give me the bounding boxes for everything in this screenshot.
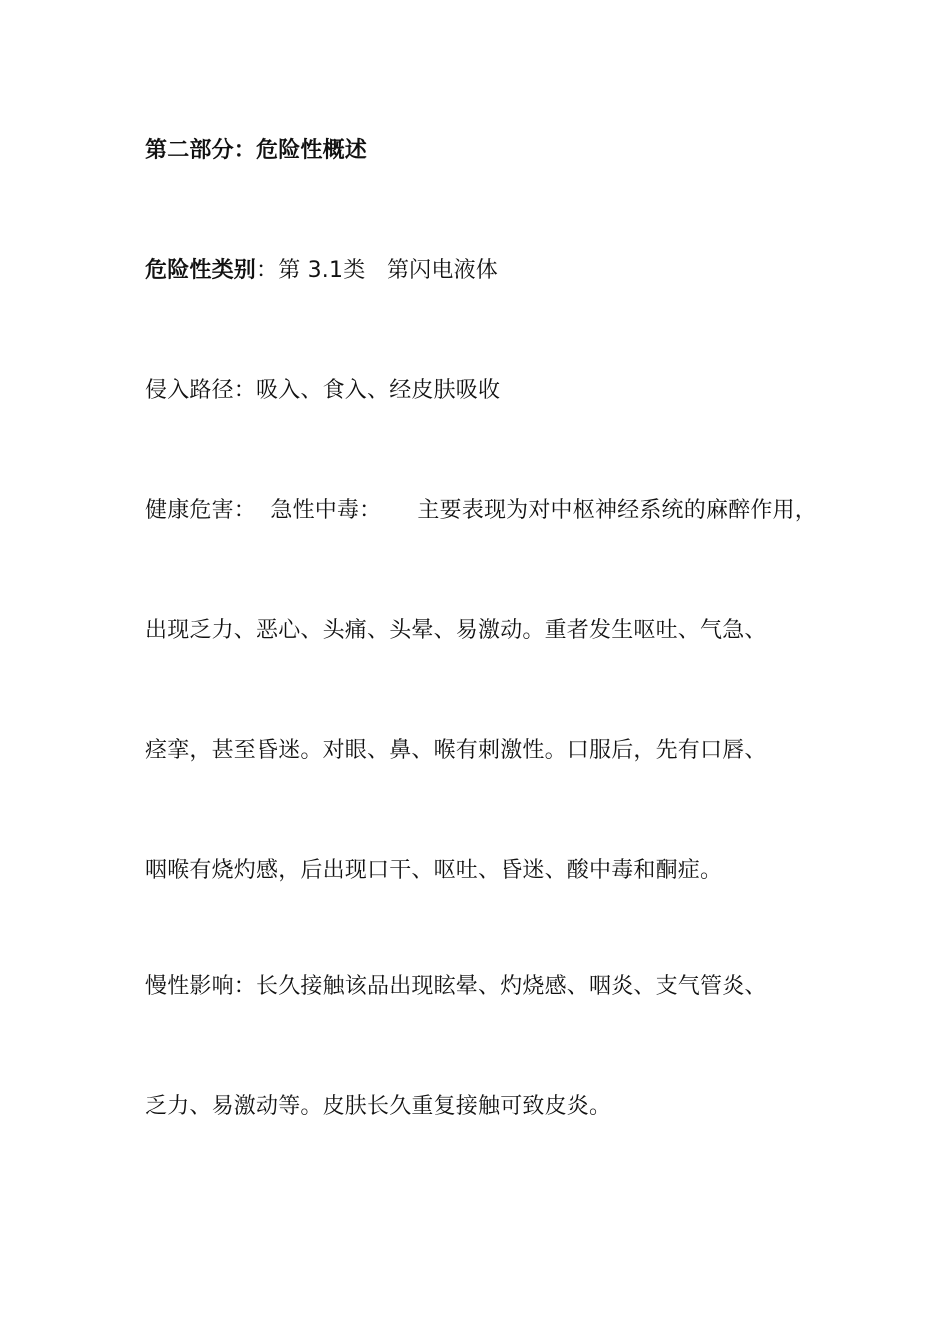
hazard-class-line bbox=[145, 256, 498, 286]
hazard-class-value: ：第 3.1类 第闪电液体 bbox=[256, 258, 498, 283]
section-title: 第二部分：危险性概述 bbox=[145, 138, 368, 163]
chronic-effect-line-1: 慢性影响：长久接触该品出现眩晕、灼烧感、咽炎、支气管炎、 bbox=[145, 974, 767, 999]
health-hazard-line-1: 健康危害： 急性中毒： 主要表现为对中枢神经系统的麻醉作用， bbox=[145, 498, 817, 523]
health-hazard-line-3: 痉挛，甚至昏迷。对眼、鼻、喉有刺激性。口服后，先有口唇、 bbox=[145, 738, 767, 763]
chronic-effect-line-2: 乏力、易激动等。皮肤长久重复接触可致皮炎。 bbox=[145, 1094, 612, 1119]
health-hazard-line-4: 咽喉有烧灼感，后出现口干、呕吐、昏迷、酸中毒和酮症。 bbox=[145, 858, 723, 883]
entry-route-line: 侵入路径：吸入、食入、经皮肤吸收 bbox=[145, 378, 501, 403]
hazard-class-label: 危险性类别 bbox=[145, 258, 257, 283]
health-hazard-line-2: 出现乏力、恶心、头痛、头晕、易激动。重者发生呕吐、气急、 bbox=[145, 618, 767, 643]
